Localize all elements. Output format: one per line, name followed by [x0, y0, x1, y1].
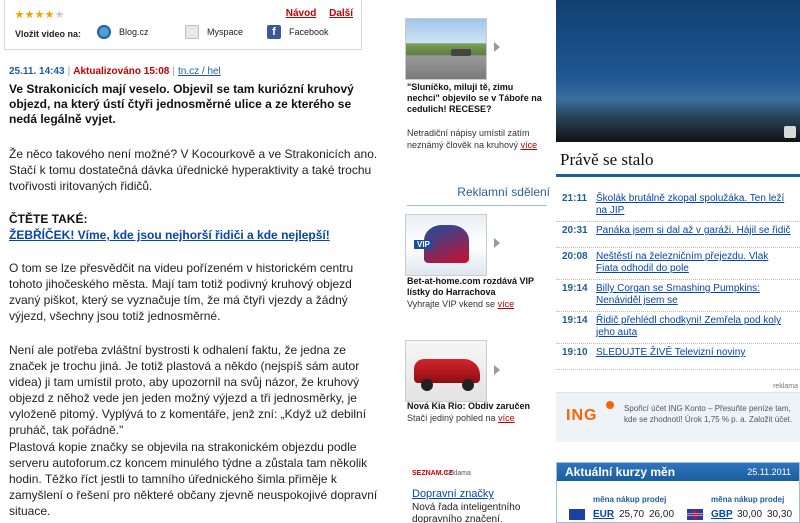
promo-text: Vyhrajte VIP vkend se více: [407, 299, 515, 309]
news-link[interactable]: Řidič přehlédl chodkyni! Zemřela pod koly jeho auta: [596, 315, 782, 338]
promo-thumbnail[interactable]: [405, 340, 487, 402]
promo-thumbnail[interactable]: [405, 214, 487, 276]
news-time: 19:14: [562, 283, 588, 294]
rates-column-headers: měna nákup prodej: [711, 495, 785, 504]
read-also-label: ČTĚTE TAKÉ:: [9, 212, 88, 226]
rates-header: [557, 463, 799, 481]
currency-link-gbp[interactable]: GBP: [711, 509, 733, 520]
more-link[interactable]: více: [520, 140, 538, 150]
promo-divider: [407, 205, 547, 206]
news-time: 19:10: [562, 347, 588, 358]
news-link[interactable]: Školák brutálně zkopal spolužáka. Ten leží na JIP: [596, 193, 785, 216]
ing-logo: ING: [566, 407, 598, 424]
news-time: 21:11: [562, 193, 588, 204]
eur-buy: 25,70: [619, 509, 645, 520]
star-icon[interactable]: [25, 10, 34, 19]
news-item[interactable]: [556, 312, 800, 344]
eu-flag-icon: [569, 509, 585, 520]
ing-ad[interactable]: [556, 392, 800, 442]
share-blog-label: Blog.cz: [119, 27, 149, 37]
car-image: [451, 49, 471, 56]
star-icon[interactable]: [45, 10, 54, 19]
star-icon[interactable]: [35, 10, 44, 19]
sidebar: [556, 0, 800, 523]
section-title: Právě se stalo: [560, 150, 654, 169]
news-list: [556, 190, 800, 370]
star-icon[interactable]: [15, 10, 24, 19]
uk-flag-icon: [687, 509, 703, 520]
news-item[interactable]: [556, 190, 800, 222]
rates-date: 25.11.2011: [747, 467, 791, 477]
article-column: [0, 0, 390, 523]
more-link[interactable]: více: [497, 299, 515, 309]
teaser-column: [400, 0, 550, 523]
article-perex: Ve Strakonicích mají veselo. Objevil se tam kuriózní kruhový objezd, na který ústí čtyři jednosměrné ulice a ze kterého se nedá legálně vyjet.: [9, 82, 354, 126]
seznam-logo: SEZNAM.CZ: [412, 470, 453, 477]
news-link[interactable]: SLEDUJTE ŽIVĚ Televizní noviny: [596, 347, 746, 358]
ad-label: reklama: [773, 383, 798, 390]
rates-title: Aktuální kurzy měn: [565, 465, 676, 479]
news-time: 20:31: [562, 225, 588, 236]
currency-rates-box: [556, 462, 800, 523]
news-time: 19:14: [562, 315, 588, 326]
news-item[interactable]: [556, 248, 800, 280]
article-date: 25.11. 14:43: [9, 66, 65, 77]
next-link[interactable]: Další: [329, 8, 353, 19]
news-link[interactable]: Panáka jsem si dal až v garáži. Hájil se řidič: [596, 225, 791, 236]
myspace-icon: [185, 25, 199, 39]
blog-icon: [97, 25, 111, 39]
ing-ad-text: Spořicí účet ING Konto – Přesuňte peníze tam, kde se zhodnotí! Úrok 1,75 % p. a. Založit účet.: [624, 404, 793, 424]
article-paragraph: Není ale potřeba zvláštní bystrosti k odhalení faktu, že jedna ze značek je trochu jiná. Je totiž plastová a někdo (nejspíš sám autor videa) ji tam umístil proto, aby upozornil na svůj názor, že kruhový objezd z něhož vede jen jeden možný výjezd a tři jednosměrky, je vyloženě pitomý. Vyplývá to z komentáře, jenž zní: „Když už debilní pruháč, tak pořádně.": [9, 343, 367, 437]
news-item[interactable]: [556, 344, 800, 370]
promo-title[interactable]: Nová Kia Rio: Obdiv zaručen: [407, 401, 531, 411]
promo-label: Reklamní sdělení: [457, 185, 550, 199]
share-facebook-button[interactable]: [267, 25, 329, 39]
chevron-right-icon[interactable]: [494, 365, 500, 375]
ad-text: Nová řada inteligentního dopravního značení.: [412, 502, 521, 523]
rating-stars[interactable]: [15, 10, 64, 19]
ad-link[interactable]: Dopravní značky: [412, 488, 494, 500]
article-meta: 25.11. 14:43 | Aktualizováno 15:08 | tn.cz / hel: [9, 66, 221, 77]
article-updated: Aktualizováno 15:08: [73, 66, 170, 77]
read-also-link[interactable]: ŽEBŘÍČEK! Víme, kde jsou nejhorší řidiči a kde nejlepší!: [9, 228, 330, 242]
chevron-right-icon[interactable]: [494, 42, 500, 52]
teaser-title[interactable]: "Sluníčko, miluji tě, zimu nechci" objevilo se v Táboře na cedulich! RECESE?: [407, 82, 542, 114]
promo-title[interactable]: Bet-at-home.com rozdává VIP lístky do Harrachova: [407, 276, 534, 297]
share-myspace-label: Myspace: [207, 27, 244, 37]
news-item[interactable]: [556, 222, 800, 248]
teaser-text: Netradiční nápisy umístil zatím neznámý člověk na kruhový více: [407, 128, 538, 150]
fullscreen-icon[interactable]: [784, 126, 796, 138]
star-empty-icon[interactable]: [55, 10, 64, 19]
currency-link-eur[interactable]: EUR: [593, 509, 615, 520]
help-link[interactable]: Návod: [285, 8, 317, 19]
vip-badge: VIP: [414, 240, 433, 249]
article-source-link[interactable]: tn.cz / hel: [177, 66, 221, 77]
article-paragraph: Že něco takového není možné? V Kocourkově a ve Strakonicích ano. Stačí k tomu dostatečná dávka úřednické hyperaktivity a také trochu tvořivosti iritovaných řidičů.: [9, 147, 378, 193]
article-paragraph: O tom se lze přesvědčit na videu pořízeném v historickém centru tohoto jihočeského města. Mají tam totiž podivný kruhový objezd zvaný piškot, který se vyznačuje tím, že má čtyři vjezdy a žádný výjezd, všechny jsou totiž jednosměrné.: [9, 261, 354, 323]
video-nav: [276, 8, 353, 19]
more-link[interactable]: více: [498, 413, 515, 423]
teaser-thumbnail[interactable]: [405, 18, 487, 80]
embed-label: Vložit video na:: [15, 29, 82, 39]
video-player[interactable]: [556, 0, 800, 142]
news-link[interactable]: Neštěstí na železničním přejezdu. Vlak Fiata odhodil do pole: [596, 251, 769, 274]
news-link[interactable]: Billy Corgan se Smashing Pumpkins: Nenáviděl jsem se: [596, 283, 760, 306]
share-blog-button[interactable]: [97, 25, 149, 39]
lion-icon: [606, 401, 614, 409]
share-facebook-label: Facebook: [289, 27, 329, 37]
section-divider: [556, 174, 800, 177]
video-toolbar: [4, 0, 362, 50]
news-time: 20:08: [562, 251, 588, 262]
gbp-sell: 30,30: [767, 509, 793, 520]
ad-label: reklama: [446, 470, 471, 477]
news-item[interactable]: [556, 280, 800, 312]
article-paragraph: Plastová kopie značky se objevila na strakonickém objezdu podle serveru autoforum.cz koncem minulého týdne a zůstala tam několik hodin. Těžko říct jestli to tamního úřednického šimla přiměje k zamyšlení o řešení pro některé občany zjevně neuspokojivé dopravní situace.: [9, 440, 378, 518]
share-myspace-button[interactable]: [185, 25, 243, 39]
chevron-right-icon[interactable]: [494, 238, 500, 248]
facebook-icon: f: [267, 25, 281, 39]
eur-sell: 26,00: [649, 509, 675, 520]
rates-column-headers: měna nákup prodej: [593, 495, 667, 504]
promo-text: Stačí jediný pohled na více: [407, 413, 515, 423]
gbp-buy: 30,00: [737, 509, 763, 520]
